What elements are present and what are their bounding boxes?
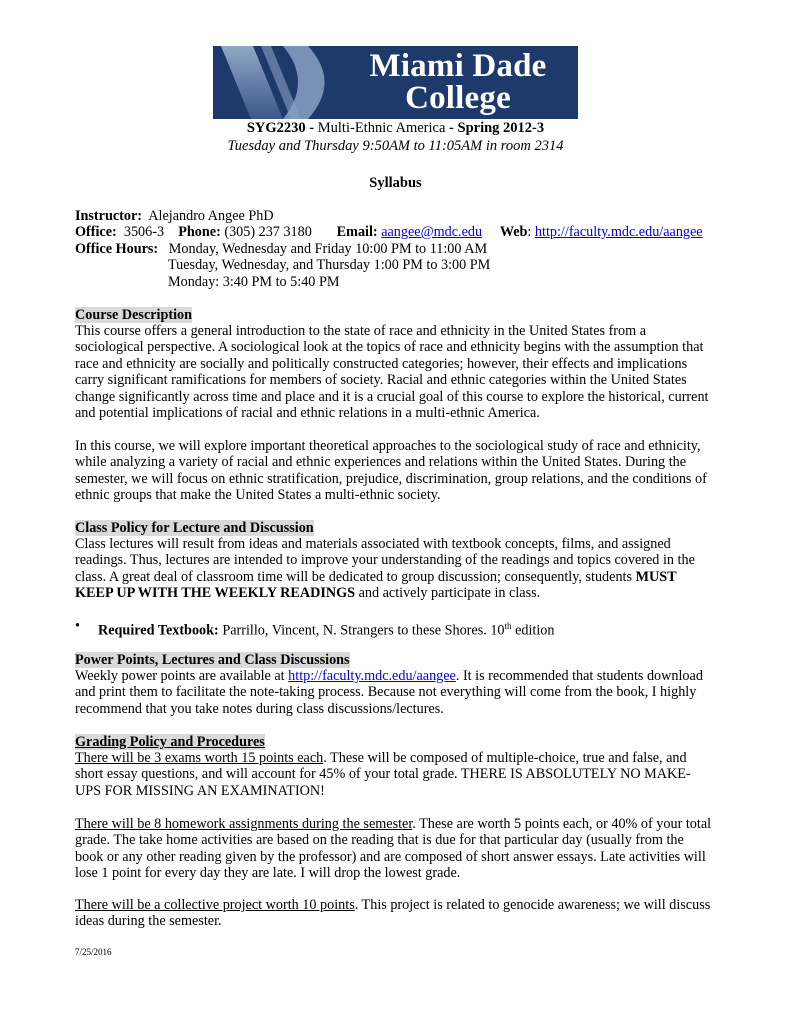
grading-exams-paragraph: There will be 3 exams worth 15 points each. These will be composed of multiple-choice, true and false, and short essay questions, and will account for 45% of your total grade. THERE IS ABSOLUTELY NO MAKE-UPS FOR MISSING AN EXAMINATION! <box>75 750 691 799</box>
logo-wordmark: Miami Dade College <box>369 48 547 116</box>
course-schedule: Tuesday and Thursday 9:50AM to 11:05AM in room 2314 <box>227 138 564 154</box>
textbook-item: Required Textbook: Parrillo, Vincent, N. Strangers to these Shores. 10th edition <box>98 621 555 639</box>
office-hours-line-3: Monday: 3:40 PM to 5:40 PM <box>168 274 340 290</box>
course-title: SYG2230 - Multi-Ethnic America - Spring 2012-3 <box>246 120 545 136</box>
section-heading-description: Course Description <box>75 307 193 323</box>
powerpoints-paragraph: Weekly power points are available at http://faculty.mdc.edu/aangee. It is recommended that students download and print them to facilitate the note-taking process. Because not everything will come from the book, I highly recommend that you take notes during class discussions/lectures. <box>75 668 703 717</box>
description-paragraph-1: This course offers a general introduction to the state of race and ethnicity in the United States from a sociological perspective. A sociological look at the topics of race and ethnicity begins with the assumption that race and ethnicity are socially and politically constructed categories; however, their effects and implications carry significant ramifications for members of society. Racial and ethnic categories within the United States change significantly across time and place and it is a crucial goal of this course to explore the historical, current and potential implications of racial and ethnic relations in a multi-ethnic America. <box>75 323 709 422</box>
document-title: Syllabus <box>369 175 422 191</box>
office-hours-line-2: Tuesday, Wednesday, and Thursday 1:00 PM to 3:00 PM <box>168 257 491 273</box>
section-heading-grading: Grading Policy and Procedures <box>75 734 265 750</box>
section-heading-powerpoints: Power Points, Lectures and Class Discussions <box>75 652 350 668</box>
grading-project-paragraph: There will be a collective project worth 10 points. This project is related to genocide awareness; we will discuss ideas during the semester. <box>75 897 711 930</box>
office-hours-line-1: Office Hours: Monday, Wednesday and Friday 10:00 PM to 11:00 AM <box>75 241 488 257</box>
policy-paragraph: Class lectures will result from ideas and materials associated with textbook concepts, films, and assigned readings. Thus, lectures are intended to improve your understanding of the readings and topics covered in the class. A great deal of classroom time will be dedicated to group discussion; consequently, students MUST KEEP UP WITH THE WEEKLY READINGS and actively participate in class. <box>75 536 695 602</box>
instructor-line: Instructor: Alejandro Angee PhD <box>75 208 274 224</box>
powerpoints-link[interactable]: http://faculty.mdc.edu/aangee <box>288 668 456 684</box>
email-link[interactable]: aangee@mdc.edu <box>381 224 483 240</box>
section-heading-policy: Class Policy for Lecture and Discussion <box>75 520 314 536</box>
bullet-icon: • <box>75 618 80 634</box>
college-logo <box>213 46 578 119</box>
contact-line: Office: 3506-3 Phone: (305) 237 3180 Email: aangee@mdc.edu Web: http://faculty.mdc.edu/aangee <box>75 224 703 240</box>
web-link[interactable]: http://faculty.mdc.edu/aangee <box>534 224 703 240</box>
description-paragraph-2: In this course, we will explore important theoretical approaches to the sociological study of race and ethnicity, while analyzing a variety of racial and ethnic experiences and relations within the United States. During the semester, we will focus on ethnic stratification, prejudice, discrimination, group relations, and the conditions of ethnic groups that make the United States a multi-ethnic society. <box>75 438 707 504</box>
footer-date: 7/25/2016 <box>75 947 112 957</box>
grading-homework-paragraph: There will be 8 homework assignments during the semester. These are worth 5 points each, or 40% of your total grade. The take home activities are based on the reading that is due for that particular day (usually from the book or any other reading given by the professor) and are composed of short answer essays. Late activities will lose 1 point for every day they are late. I will drop the lowest grade. <box>75 816 712 882</box>
